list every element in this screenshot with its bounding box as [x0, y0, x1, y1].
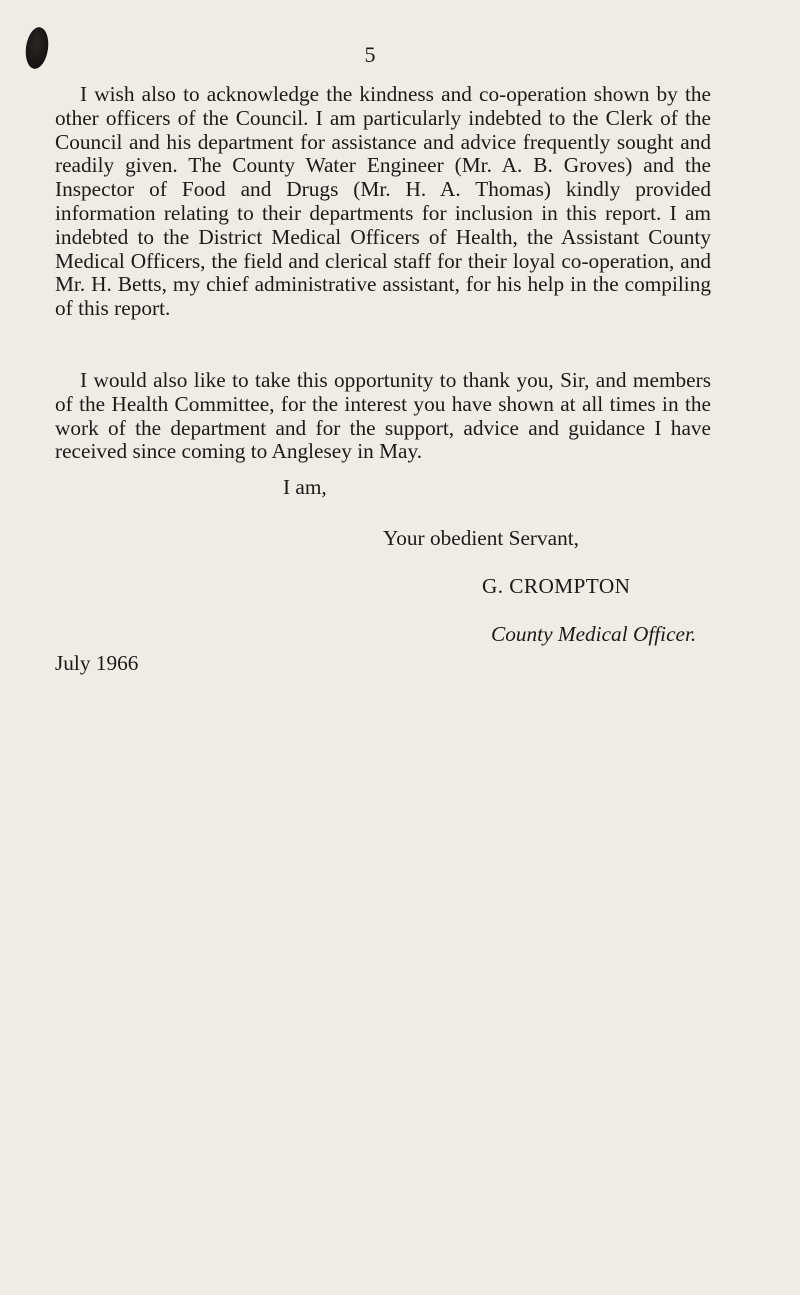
closing-valediction: Your obedient Servant,: [383, 526, 579, 550]
signature-title: County Medical Officer.: [491, 622, 697, 646]
closing-salutation: I am,: [283, 475, 327, 499]
page-number: 5: [364, 42, 376, 67]
letter-date: July 1966: [55, 651, 139, 675]
signature-name: G. CROMPTON: [482, 574, 631, 598]
body-paragraph: I would also like to take this opportunity to thank you, Sir, and members of the Health Committee, for the interest you have shown at all times in the work of the department and for the support, advice and guidance I have received since coming to Anglesey in May.: [55, 368, 711, 464]
body-paragraph: I wish also to acknowledge the kindness and co-operation shown by the other officers of the Council. I am particularly indebted to the Clerk of the Council and his department for assistance and advice frequently sought and readily given. The County Water Engineer (Mr. A. B. Groves) and the Inspector of Food and Drugs (Mr. H. A. Thomas) kindly provided information relating to their departments for inclusion in this report. I am indebted to the District Medical Officers of Health, the Assistant County Medical Officers, the field and clerical staff for their loyal co-operation, and Mr. H. Betts, my chief administrative assistant, for his help in the compiling of this report.: [55, 82, 711, 321]
